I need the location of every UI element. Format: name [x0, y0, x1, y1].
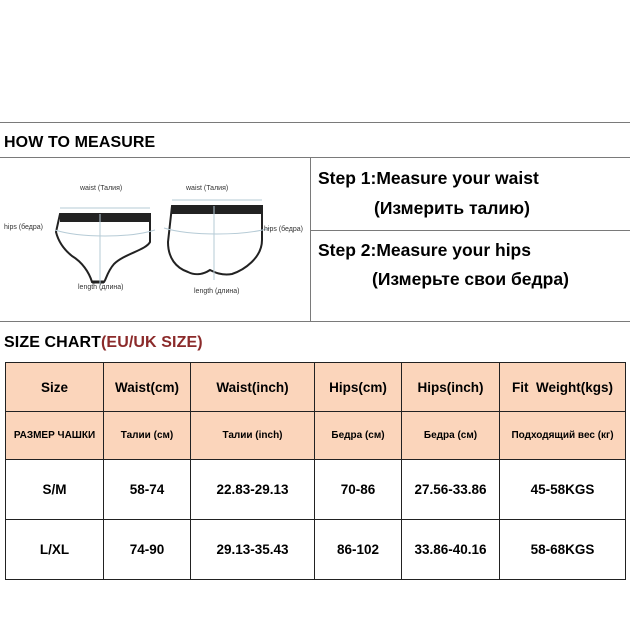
- column-header-ru: Талии (см): [104, 412, 191, 460]
- table-header-row-ru: [6, 412, 626, 460]
- table-cell: 58-68KGS: [500, 520, 626, 580]
- front-length-label: length (длина): [78, 284, 124, 291]
- column-header-ru: Бедра (см): [402, 412, 500, 460]
- size-chart-title-main: SIZE CHART: [4, 334, 101, 351]
- size-chart-table: [5, 362, 626, 580]
- table-row: [6, 520, 626, 580]
- step-2-translation: (Измерьте свои бедра): [372, 269, 569, 289]
- step-1-instruction: Step 1:Measure your waist: [318, 168, 539, 188]
- table-cell: 86-102: [315, 520, 402, 580]
- size-chart-title-suffix: (EU/UK SIZE): [101, 334, 203, 351]
- column-header-size: Size: [6, 363, 104, 412]
- step-1-translation: (Измерить талию): [374, 198, 530, 218]
- column-header-ru: Талии (inch): [191, 412, 315, 460]
- table-header-row: [6, 363, 626, 412]
- column-header-ru: Подходящий вес (кг): [500, 412, 626, 460]
- front-briefs-illustration: [55, 208, 155, 286]
- back-hips-label: hips (бедра): [264, 226, 303, 233]
- measure-section-bottom-divider: [0, 321, 630, 322]
- back-briefs-illustration: [164, 200, 270, 280]
- measurement-diagram: [0, 170, 310, 310]
- column-header-ru: Бедра (см): [315, 412, 402, 460]
- top-divider: [0, 122, 630, 123]
- how-to-measure-divider: [0, 157, 630, 158]
- column-header-waist-inch: Waist(inch): [191, 363, 315, 412]
- table-cell: 27.56-33.86: [402, 460, 500, 520]
- table-cell: 33.86-40.16: [402, 520, 500, 580]
- how-to-measure-title: HOW TO MEASURE: [4, 134, 156, 151]
- front-waist-label: waist (Талия): [80, 185, 123, 192]
- table-row: [6, 460, 626, 520]
- measure-section-vertical-divider: [310, 157, 311, 321]
- size-chart-title: [4, 334, 203, 352]
- column-header-fit-weight: Fit Weight(kgs): [500, 363, 626, 412]
- table-cell: 45-58KGS: [500, 460, 626, 520]
- step-2-instruction: Step 2:Measure your hips: [318, 240, 531, 260]
- back-waist-label: waist (Талия): [186, 185, 229, 192]
- front-hips-label: hips (бедра): [4, 224, 43, 231]
- table-cell: 70-86: [315, 460, 402, 520]
- table-cell: 29.13-35.43: [191, 520, 315, 580]
- table-cell: S/M: [6, 460, 104, 520]
- column-header-hips-cm: Hips(cm): [315, 363, 402, 412]
- column-header-hips-inch: Hips(inch): [402, 363, 500, 412]
- table-cell: 58-74: [104, 460, 191, 520]
- steps-divider: [310, 230, 630, 231]
- table-cell: 74-90: [104, 520, 191, 580]
- table-cell: L/XL: [6, 520, 104, 580]
- table-cell: 22.83-29.13: [191, 460, 315, 520]
- column-header-waist-cm: Waist(cm): [104, 363, 191, 412]
- column-header-ru: РАЗМЕР ЧАШКИ: [6, 412, 104, 460]
- back-length-label: length (длина): [194, 288, 240, 295]
